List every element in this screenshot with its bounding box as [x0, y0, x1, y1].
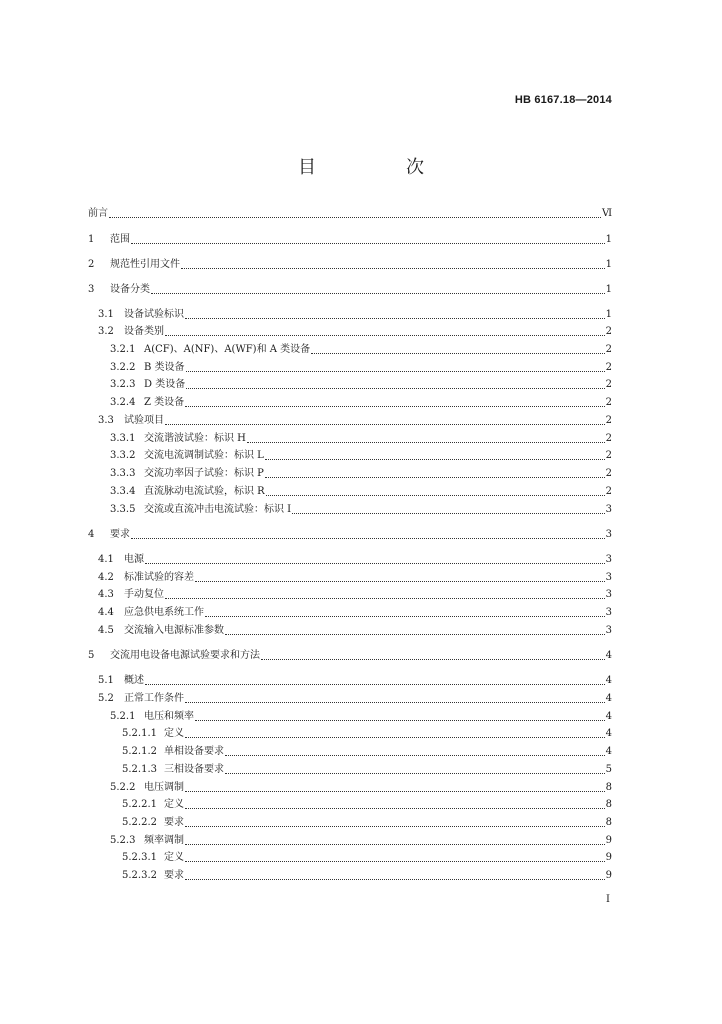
dot-leader	[185, 405, 604, 407]
page-number: I	[606, 894, 610, 905]
toc-entry-number: 5.2.1	[110, 711, 136, 722]
toc-entry-label: 正常工作条件	[124, 693, 184, 704]
toc-entry-page: 2	[605, 433, 612, 444]
toc-title: 目 次	[298, 157, 460, 178]
toc-entry[interactable]	[88, 623, 612, 639]
dot-leader	[151, 292, 605, 294]
toc-entry[interactable]	[88, 448, 612, 464]
toc-entry-number: 2	[88, 259, 95, 270]
toc-entry-page: 2	[605, 326, 612, 337]
toc-entry-page: 9	[605, 870, 612, 881]
toc-entry[interactable]	[88, 605, 612, 621]
toc-entry-page: 4	[605, 746, 612, 757]
toc-entry-label: 设备试验标识	[124, 309, 184, 320]
toc-entry-page: 4	[605, 711, 612, 722]
toc-entry-label: 手动复位	[124, 589, 164, 600]
dot-leader	[311, 352, 604, 354]
toc-entry-number: 4	[88, 529, 95, 540]
toc-entry[interactable]	[88, 282, 612, 298]
dot-leader	[109, 216, 601, 218]
toc-entry-label: 标准试验的容差	[124, 572, 194, 583]
toc-entry-label: 交流输入电源标准参数	[124, 625, 224, 636]
toc-entry-label: A(CF)、A(NF)、A(WF)和 A 类设备	[144, 344, 311, 355]
toc-entry-number: 3.3.5	[110, 504, 136, 515]
toc-entry-label: 频率调制	[144, 835, 184, 846]
toc-entry[interactable]	[88, 780, 612, 796]
toc-entry-label: 概述	[124, 675, 144, 686]
toc-entry-number: 3.3.2	[110, 450, 136, 461]
toc-entry[interactable]	[88, 395, 612, 411]
dot-leader	[205, 615, 605, 617]
toc-entry-page: Ⅵ	[601, 208, 612, 219]
dot-leader	[131, 242, 605, 244]
toc-entry[interactable]	[88, 648, 612, 664]
toc-entry-label: 定义	[164, 728, 184, 739]
toc-entry-page: 8	[605, 817, 612, 828]
toc-entry-page: 1	[605, 259, 612, 270]
toc-entry[interactable]	[88, 257, 612, 273]
toc-entry-label: B 类设备	[144, 362, 185, 373]
dot-leader	[185, 825, 605, 827]
toc-entry-page: 3	[605, 572, 612, 583]
toc-entry-page: 2	[605, 362, 612, 373]
toc-entry[interactable]	[88, 570, 612, 586]
toc-entry-label: 要求	[164, 870, 184, 881]
toc-entry-label: 要求	[110, 529, 130, 540]
toc-entry[interactable]	[88, 868, 612, 884]
toc-entry-page: 1	[605, 234, 612, 245]
toc-entry-page: 4	[605, 728, 612, 739]
toc-entry-number: 5.2.2.1	[122, 799, 157, 810]
toc-entry-page: 2	[605, 397, 612, 408]
toc-entry[interactable]	[88, 527, 612, 543]
toc-entry-page: 4	[605, 693, 612, 704]
dot-leader	[225, 772, 605, 774]
toc-entry-label: 规范性引用文件	[110, 259, 180, 270]
dot-leader	[225, 633, 605, 635]
toc-entry-label: 交流电流调制试验：标识 L	[144, 450, 264, 461]
toc-entry[interactable]	[88, 552, 612, 568]
toc-entry-page: 3	[605, 625, 612, 636]
toc-entry-number: 3.3.4	[110, 486, 136, 497]
toc-entry-page: 3	[605, 529, 612, 540]
toc-entry-number: 3.2.2	[110, 362, 136, 373]
toc-entry-page: 2	[605, 344, 612, 355]
toc-entry-number: 5.2.3	[110, 835, 136, 846]
toc-entry[interactable]	[88, 377, 612, 393]
toc-entry-number: 5.2.1.3	[122, 764, 157, 775]
toc-entry[interactable]	[88, 744, 612, 760]
dot-leader	[195, 719, 605, 721]
toc-entry-number: 3.1	[98, 309, 114, 320]
toc-entry-page: 3	[605, 607, 612, 618]
toc-entry-label: 交流谐波试验：标识 H	[144, 433, 246, 444]
toc-entry-label: 范围	[110, 234, 130, 245]
dot-leader	[186, 387, 604, 389]
toc-entry-label: 交流用电设备电源试验要求和方法	[110, 650, 260, 661]
toc-entry-number: 1	[88, 234, 95, 245]
dot-leader	[225, 754, 605, 756]
toc-entry[interactable]	[88, 691, 612, 707]
toc-entry-label: 交流功率因子试验：标识 P	[144, 468, 264, 479]
toc-entry-label: 三相设备要求	[164, 764, 224, 775]
toc-entry-label: 直流脉动电流试验，标识 R	[144, 486, 265, 497]
toc-entry-page: 2	[605, 379, 612, 390]
dot-leader	[185, 701, 605, 703]
dot-leader	[185, 790, 605, 792]
toc-entry-number: 3.2.4	[110, 397, 136, 408]
dot-leader	[181, 267, 605, 269]
toc-entry-number: 5.2	[98, 693, 114, 704]
toc-entry[interactable]	[88, 413, 612, 429]
toc-entry-number: 5.2.1.1	[122, 728, 157, 739]
dot-leader	[185, 843, 605, 845]
dot-leader	[247, 441, 605, 443]
toc-entry[interactable]	[88, 833, 612, 849]
toc-entry-label: 试验项目	[124, 415, 164, 426]
toc-entry-page: 9	[605, 835, 612, 846]
toc-entry-page: 9	[605, 852, 612, 863]
toc-entry-number: 3.2	[98, 326, 114, 337]
toc-entry-page: 4	[605, 650, 612, 661]
toc-entry-label: Z 类设备	[144, 397, 185, 408]
toc-entry-page: 4	[605, 675, 612, 686]
toc-entry[interactable]	[88, 815, 612, 831]
toc-entry-label: 应急供电系统工作	[124, 607, 204, 618]
toc-entry-page: 2	[605, 450, 612, 461]
dot-leader	[265, 476, 605, 478]
dot-leader	[185, 860, 605, 862]
toc-entry[interactable]	[88, 587, 612, 603]
toc-entry-number: 4.2	[98, 572, 114, 583]
dot-leader	[145, 683, 605, 685]
toc-entry-label: 单相设备要求	[164, 746, 224, 757]
toc-entry-number: 5.2.1.2	[122, 746, 157, 757]
toc-entry-label: 交流或直流冲击电流试验：标识 I	[144, 504, 292, 515]
toc-entry-page: 3	[605, 589, 612, 600]
dot-leader	[185, 878, 605, 880]
toc-entry-label: 定义	[164, 799, 184, 810]
toc-entry-page: 8	[605, 782, 612, 793]
toc-entry-page: 3	[605, 554, 612, 565]
standard-code: HB 6167.18—2014	[514, 94, 612, 106]
toc-entry[interactable]	[88, 726, 612, 742]
toc-entry-number: 3.2.1	[110, 344, 136, 355]
toc-entry-number: 3.3.1	[110, 433, 136, 444]
toc-entry-number: 5.2.3.1	[122, 852, 157, 863]
toc-entry-label: 要求	[164, 817, 184, 828]
toc-entry[interactable]	[88, 466, 612, 482]
toc-entry[interactable]	[88, 232, 612, 248]
dot-leader	[185, 317, 605, 319]
dot-leader	[185, 736, 605, 738]
toc-entry-page: 5	[605, 764, 612, 775]
dot-leader	[145, 562, 605, 564]
dot-leader	[261, 658, 605, 660]
toc-entry[interactable]	[88, 502, 612, 518]
toc-entry-page: 1	[605, 284, 612, 295]
toc-entry-page: 8	[605, 799, 612, 810]
toc-entry[interactable]	[88, 431, 612, 447]
dot-leader	[265, 458, 605, 460]
toc-entry-label: 设备类别	[124, 326, 164, 337]
toc-entry-label: 电压和频率	[144, 711, 194, 722]
dot-leader	[165, 423, 605, 425]
toc-entry[interactable]	[88, 850, 612, 866]
toc-entry-number: 5.2.3.2	[122, 870, 157, 881]
toc-entry-page: 2	[605, 468, 612, 479]
toc-entry[interactable]	[88, 673, 612, 689]
toc-entry[interactable]	[88, 360, 612, 376]
toc-entry-page: 1	[605, 309, 612, 320]
toc-entry[interactable]	[88, 484, 612, 500]
toc-entry-page: 2	[605, 486, 612, 497]
dot-leader	[266, 494, 605, 496]
dot-leader	[292, 512, 604, 514]
dot-leader	[165, 334, 605, 336]
dot-leader	[195, 580, 605, 582]
dot-leader	[186, 370, 605, 372]
toc-entry-number: 5.1	[98, 675, 114, 686]
toc-entry-label: 前言	[88, 208, 108, 219]
toc-entry-number: 3.3.3	[110, 468, 136, 479]
toc-entry[interactable]	[88, 206, 612, 222]
toc-entry[interactable]	[88, 342, 612, 358]
toc-entry-label: 电压调制	[144, 782, 184, 793]
toc-entry-number: 5	[88, 650, 95, 661]
toc-entry-number: 3.2.3	[110, 379, 136, 390]
toc-entry[interactable]	[88, 324, 612, 340]
toc-entry-page: 3	[605, 504, 612, 515]
toc-entry[interactable]	[88, 709, 612, 725]
toc-entry-number: 4.5	[98, 625, 114, 636]
toc-entry-label: 定义	[164, 852, 184, 863]
toc-entry[interactable]	[88, 797, 612, 813]
toc-entry-number: 4.4	[98, 607, 114, 618]
toc-entry[interactable]	[88, 307, 612, 323]
toc-entry-number: 4.1	[98, 554, 114, 565]
toc-entry-label: D 类设备	[144, 379, 186, 390]
toc-entry-number: 4.3	[98, 589, 114, 600]
toc-entry-page: 2	[605, 415, 612, 426]
dot-leader	[185, 807, 605, 809]
dot-leader	[131, 537, 605, 539]
toc-entry-number: 3.3	[98, 415, 114, 426]
toc-entry-label: 电源	[124, 554, 144, 565]
toc-entry[interactable]	[88, 762, 612, 778]
toc-entry-number: 5.2.2	[110, 782, 136, 793]
toc-entry-label: 设备分类	[110, 284, 150, 295]
dot-leader	[165, 597, 605, 599]
toc-entry-number: 3	[88, 284, 95, 295]
toc-entry-number: 5.2.2.2	[122, 817, 157, 828]
